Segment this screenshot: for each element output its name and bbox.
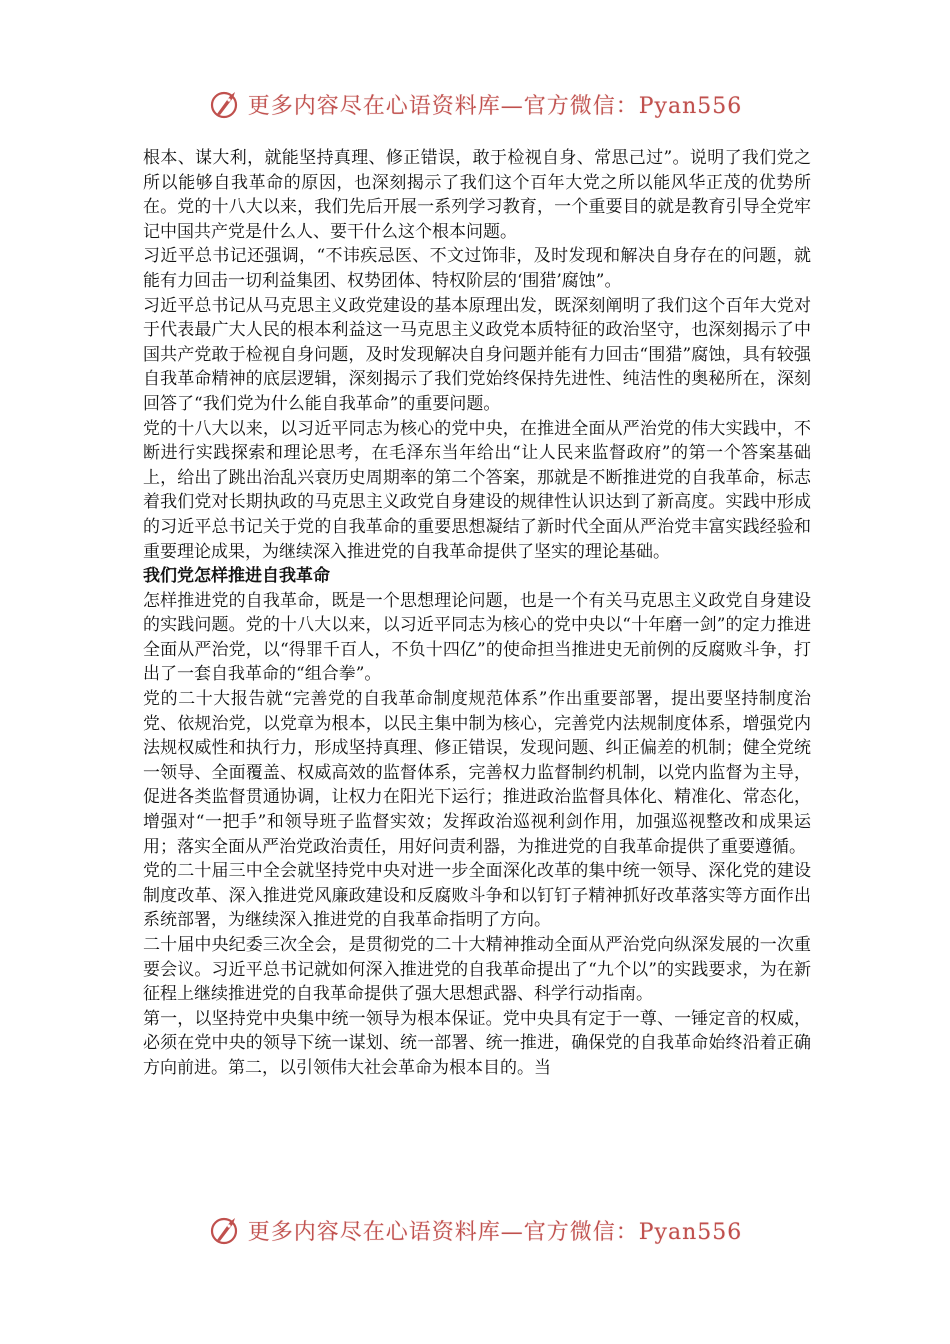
pen-nib-logo-icon (208, 1212, 244, 1248)
footer-banner (0, 1210, 950, 1250)
pen-nib-logo-icon (208, 86, 244, 122)
paragraph: 党的二十届三中全会就坚持党中央对进一步全面深化改革的集中统一领导、深化党的建设制度改革、深入推进党风廉政建设和反腐败斗争和以钉钉子精神抓好改革落实等方面作出系统部署，为继续深入推进党的自我革命指明了方向。 (143, 861, 811, 931)
paragraph: 怎样推进党的自我革命，既是一个思想理论问题，也是一个有关马克思主义政党自身建设的实践问题。党的十八大以来，以习近平同志为核心的党中央以“十年磨一剑”的定力推进全面从严治党，以“得罪千百人，不负十四亿”的使命担当推进史无前例的反腐败斗争，打出了一套自我革命的“组合拳”。 (143, 590, 811, 685)
header-banner-text: 更多内容尽在心语资料库—官方微信：Pyan556 (247, 93, 743, 119)
header-banner (0, 84, 950, 124)
paragraph: 党的十八大以来，以习近平同志为核心的党中央，在推进全面从严治党的伟大实践中，不断进行实践探索和理论思考，在毛泽东当年给出“让人民来监督政府”的第一个答案基础上，给出了跳出治乱兴衰历史周期率的第二个答案，那就是不断推进党的自我革命，标志着我们党对长期执政的马克思主义政党自身建设的规律性认识达到了新高度。实践中形成的习近平总书记关于党的自我革命的重要思想凝结了新时代全面从严治党丰富实践经验和重要理论成果，为继续深入推进党的自我革命提供了坚实的理论基础。 (143, 418, 811, 562)
paragraph: 习近平总书记从马克思主义政党建设的基本原理出发，既深刻阐明了我们这个百年大党对于代表最广大人民的根本利益这一马克思主义政党本质特征的政治坚守，也深刻揭示了中国共产党敢于检视自身问题，及时发现解决自身问题并能有力回击“围猎”腐蚀，具有较强自我革命精神的底层逻辑，深刻揭示了我们党始终保持先进性、纯洁性的奥秘所在，深刻回答了“我们党为什么能自我革命”的重要问题。 (143, 295, 811, 414)
section-heading: 我们党怎样推进自我革命 (143, 566, 330, 587)
paragraph: 第一，以坚持党中央集中统一领导为根本保证。党中央具有定于一尊、一锤定音的权威，必须在党中央的领导下统一谋划、统一部署、统一推进，确保党的自我革命始终沿着正确方向前进。第二，以引领伟大社会革命为根本目的。当 (143, 1008, 811, 1078)
paragraph: 习近平总书记还强调，“不讳疾忌医、不文过饰非，及时发现和解决自身存在的问题，就能有力回击一切利益集团、权势团体、特权阶层的‘围猎’腐蚀”。 (143, 246, 811, 291)
paragraph: 根本、谋大利，就能坚持真理、修正错误，敢于检视自身、常思己过”。说明了我们党之所以能够自我革命的原因，也深刻揭示了我们这个百年大党之所以能风华正茂的优势所在。党的十八大以来，我们先后开展一系列学习教育，一个重要目的就是教育引导全党牢记中国共产党是什么人、要干什么这个根本问题。 (143, 148, 811, 242)
paragraph: 党的二十大报告就“完善党的自我革命制度规范体系”作出重要部署，提出要坚持制度治党、依规治党，以党章为根本，以民主集中制为核心，完善党内法规制度体系，增强党内法规权威性和执行力，形成坚持真理、修正错误，发现问题、纠正偏差的机制；健全党统一领导、全面覆盖、权威高效的监督体系，完善权力监督制约机制，以党内监督为主导，促进各类监督贯通协调，让权力在阳光下运行；推进政治监督具体化、精准化、常态化，增强对“一把手”和领导班子监督实效；发挥政治巡视利剑作用，加强巡视整改和成果运用；落实全面从严治党政治责任，用好问责利器，为推进党的自我革命提供了重要遵循。 (143, 689, 811, 857)
footer-banner-text: 更多内容尽在心语资料库—官方微信：Pyan556 (247, 1219, 743, 1245)
paragraph: 二十届中央纪委三次全会，是贯彻党的二十大精神推动全面从严治党向纵深发展的一次重要会议。习近平总书记就如何深入推进党的自我革命提出了“九个以”的实践要求，为在新征程上继续推进党的自我革命提供了强大思想武器、科学行动指南。 (143, 935, 811, 1005)
document-body (143, 146, 811, 1081)
